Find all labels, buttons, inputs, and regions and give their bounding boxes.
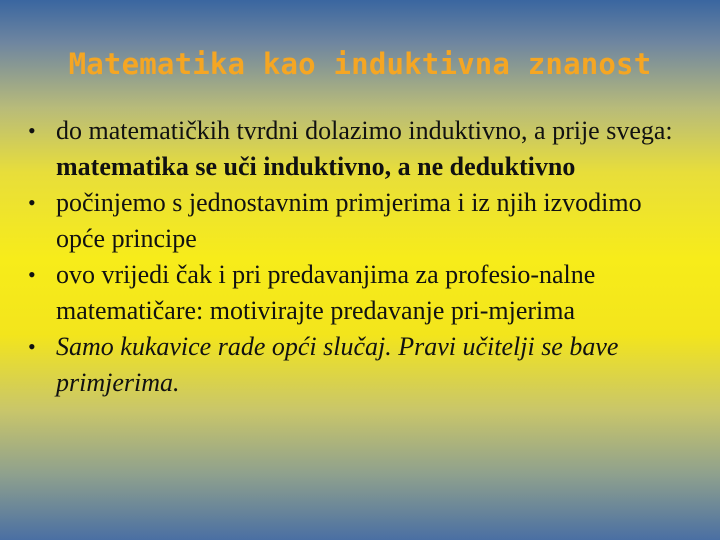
bullet-dot-icon: • bbox=[28, 190, 36, 215]
bullet-dot-icon: • bbox=[28, 334, 36, 359]
bullet-dot-icon: • bbox=[28, 262, 36, 287]
slide-title: Matematika kao induktivna znanost bbox=[68, 47, 652, 81]
bullet-text: do matematičkih tvrdni dolazimo induktivno, a prije svega: bbox=[56, 116, 673, 145]
bullet-item bbox=[28, 185, 688, 257]
bullet-dot-icon: • bbox=[28, 118, 36, 143]
bullet-item bbox=[28, 113, 688, 185]
bullet-text-bold: matematika se uči induktivno, a ne deduktivno bbox=[56, 152, 576, 181]
bullet-list bbox=[28, 113, 688, 401]
bullet-text: ovo vrijedi čak i pri predavanjima za profesio-nalne matematičare: motivirajte predavanje pri-mjerima bbox=[56, 260, 596, 325]
bullet-item bbox=[28, 329, 688, 401]
bullet-text-italic: Samo kukavice rade opći slučaj. Pravi učitelji se bave primjerima. bbox=[56, 332, 619, 397]
bullet-item bbox=[28, 257, 688, 329]
bullet-text: počinjemo s jednostavnim primjerima i iz njih izvodimo opće principe bbox=[56, 188, 642, 253]
